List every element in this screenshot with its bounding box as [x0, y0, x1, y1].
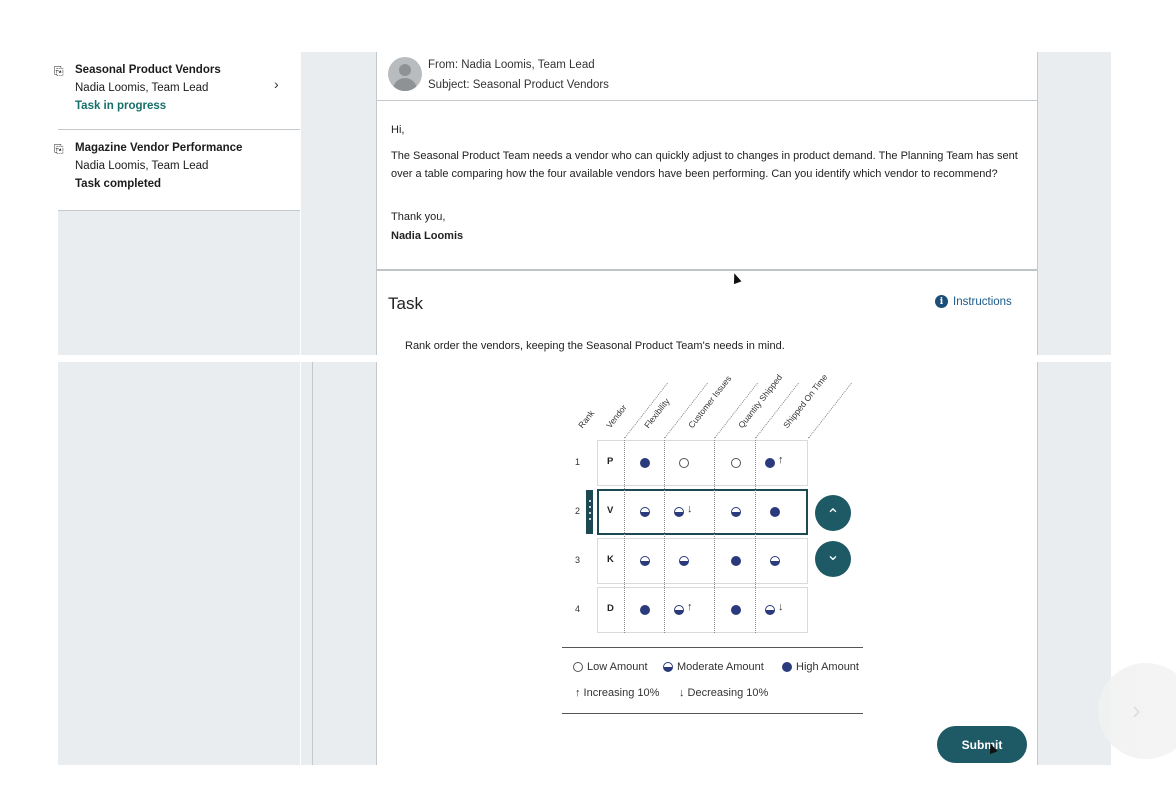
- instructions-label: Instructions: [953, 295, 1012, 308]
- email-from: From: Nadia Loomis, Team Lead: [428, 59, 595, 71]
- high-amount-icon: [782, 662, 792, 672]
- sidebar-item-magazine-vendor-performance[interactable]: [54, 130, 300, 211]
- column-separator: [664, 440, 665, 633]
- sidebar-item-sender: Nadia Loomis, Team Lead: [75, 160, 209, 172]
- envelope-open-icon: ⎘: [54, 64, 64, 78]
- table-row[interactable]: [597, 440, 808, 486]
- increasing-arrow-icon: ↑: [778, 454, 784, 466]
- column-header: Vendor: [604, 402, 629, 430]
- rank-number: 1: [575, 457, 581, 467]
- column-separator: [714, 440, 715, 633]
- screen-separator: [0, 355, 1176, 362]
- rank-number: 4: [575, 604, 581, 614]
- mod-amount-icon: [731, 507, 741, 517]
- rank-number: 3: [575, 555, 581, 565]
- high-amount-icon: [770, 507, 780, 517]
- mod-amount-icon: [770, 556, 780, 566]
- decreasing-arrow-icon: ↓: [687, 503, 693, 515]
- table-row[interactable]: [597, 587, 808, 633]
- email-subject: Subject: Seasonal Product Vendors: [428, 79, 609, 91]
- high-amount-icon: [640, 605, 650, 615]
- legend-divider: [562, 647, 863, 648]
- column-header: Rank: [576, 408, 597, 430]
- email-greeting: Hi,: [391, 124, 405, 136]
- column-separator: [755, 440, 756, 633]
- column-header: Customer Issues: [686, 373, 734, 430]
- sidebar-item-title: Magazine Vendor Performance: [75, 142, 243, 154]
- chevron-right-icon: ›: [274, 76, 279, 92]
- mod-amount-icon: [640, 507, 650, 517]
- column-header: Shipped On Time: [781, 372, 830, 430]
- email-header: [377, 52, 1037, 101]
- email-closing: Thank you,: [391, 211, 446, 223]
- high-amount-icon: [765, 458, 775, 468]
- column-header: Quantity Shipped: [736, 372, 785, 430]
- moderate-amount-icon: [663, 662, 673, 672]
- sidebar-item-status: Task completed: [75, 178, 162, 190]
- legend-decreasing-label: ↓ Decreasing 10%: [679, 687, 769, 699]
- gutter-right: [1037, 52, 1111, 765]
- sidebar-item-sender: Nadia Loomis, Team Lead: [75, 82, 209, 94]
- task-heading: Task: [388, 294, 423, 313]
- low-amount-icon: [679, 458, 689, 468]
- mod-amount-icon: [674, 605, 684, 615]
- envelope-open-icon: ⎘: [54, 142, 64, 156]
- task-prompt: Rank order the vendors, keeping the Seasonal Product Team's needs in mind.: [405, 340, 785, 352]
- move-down-button[interactable]: [815, 541, 851, 577]
- email-body: [377, 101, 1037, 271]
- legend-high-label: High Amount: [796, 661, 859, 673]
- sidebar-item-seasonal-product-vendors[interactable]: [54, 52, 300, 130]
- sidebar-item-status: Task in progress: [75, 100, 167, 112]
- drag-handle[interactable]: [586, 490, 593, 534]
- increasing-arrow-icon: ↑: [687, 601, 693, 613]
- avatar: [388, 57, 422, 91]
- vendor-label: V: [607, 505, 614, 516]
- email-signature: Nadia Loomis: [391, 230, 464, 242]
- column-separator: [624, 440, 625, 633]
- mod-amount-icon: [674, 507, 684, 517]
- legend-high: [782, 661, 859, 673]
- sidebar-item-title: Seasonal Product Vendors: [75, 64, 221, 76]
- legend-moderate: [663, 661, 764, 673]
- legend-increasing-label: ↑ Increasing 10%: [575, 687, 660, 699]
- legend-divider: [562, 713, 863, 714]
- chevron-right-icon: ›: [1132, 695, 1141, 725]
- email-message: The Seasonal Product Team needs a vendor who can quickly adjust to changes in product demand. The Planning Team has sent over a table comparing how the four available vendors have been performing. Can you identify which vendor to recommend?: [391, 150, 1018, 180]
- instructions-link[interactable]: [935, 295, 1012, 308]
- legend-moderate-label: Moderate Amount: [677, 661, 764, 673]
- legend-low-label: Low Amount: [587, 661, 648, 673]
- mod-amount-icon: [679, 556, 689, 566]
- legend-decreasing: [679, 687, 768, 699]
- high-amount-icon: [731, 556, 741, 566]
- mod-amount-icon: [765, 605, 775, 615]
- mod-amount-icon: [640, 556, 650, 566]
- chevron-down-icon: ⌄: [826, 547, 840, 564]
- divider: [312, 362, 313, 765]
- legend-low: [573, 661, 648, 673]
- vendor-label: D: [607, 603, 614, 614]
- legend-increasing: [575, 687, 659, 699]
- column-header: Flexibility: [642, 396, 672, 430]
- vendor-label: P: [607, 456, 614, 467]
- low-amount-icon: [573, 662, 583, 672]
- chevron-up-icon: ⌃: [826, 507, 840, 524]
- low-amount-icon: [731, 458, 741, 468]
- high-amount-icon: [731, 605, 741, 615]
- info-icon: i: [935, 295, 948, 308]
- decreasing-arrow-icon: ↓: [778, 601, 784, 613]
- rank-number: 2: [575, 506, 581, 516]
- submit-button[interactable]: Submit: [937, 726, 1027, 763]
- vendor-label: K: [607, 554, 614, 565]
- high-amount-icon: [640, 458, 650, 468]
- move-up-button[interactable]: [815, 495, 851, 531]
